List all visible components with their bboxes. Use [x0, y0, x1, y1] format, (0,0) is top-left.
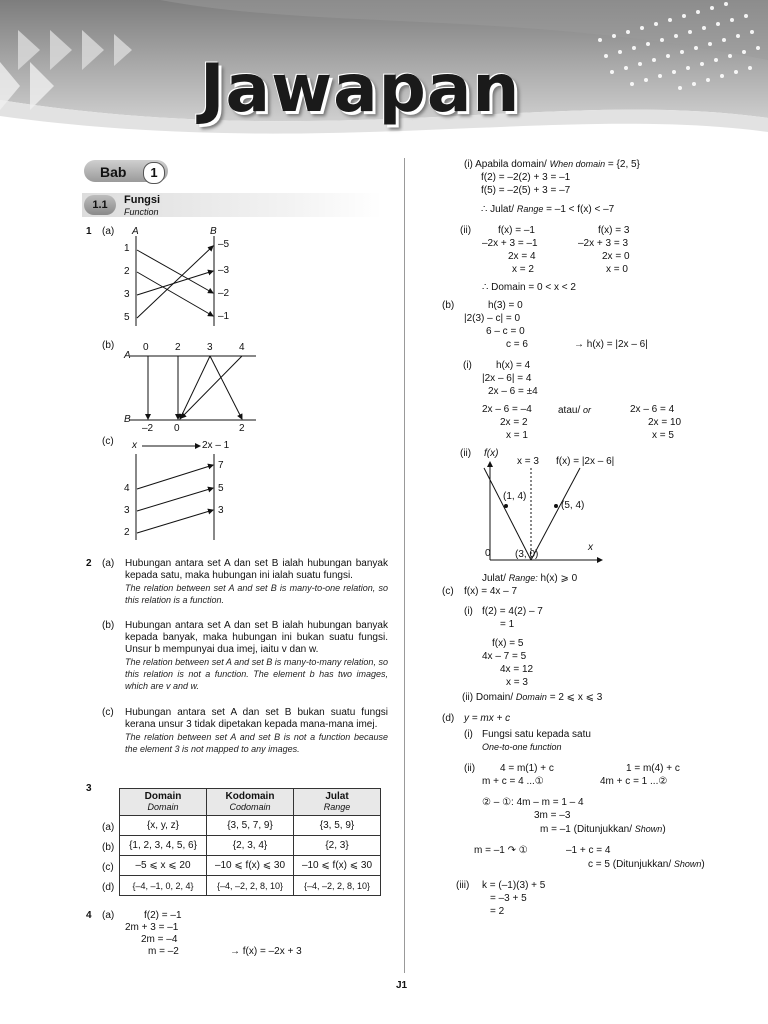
- r-i-step: f(2) = –2(2) + 3 = –1: [481, 172, 571, 183]
- page-number: J1: [396, 980, 408, 991]
- q4-step: 2m = –4: [141, 934, 178, 945]
- r-bi-step: x = 1: [506, 430, 528, 441]
- q1a-codomain-item: –2: [218, 288, 230, 299]
- r-b-label: (b): [442, 300, 455, 311]
- q3-row-label: (b): [102, 842, 115, 853]
- q1a-codomain-item: –5: [218, 239, 230, 250]
- r-dii-step: –1 + c = 4: [566, 845, 611, 856]
- q1b-arrow-diagram: [130, 350, 260, 425]
- q4-number: 4: [86, 910, 92, 921]
- q1a-codomain-item: –3: [218, 265, 230, 276]
- r-ii-step: –2x + 3 = 3: [578, 238, 629, 249]
- q1c-domain-item: 4: [124, 483, 130, 494]
- r-d-heading: y = mx + c: [464, 713, 511, 724]
- r-c-step: f(x) = 5: [492, 638, 524, 649]
- r-bi-label: (i): [463, 360, 472, 371]
- r-bii-label: (ii): [460, 448, 472, 459]
- r-bi-step: 2x = 2: [500, 417, 528, 428]
- r-ii-step: x = 0: [606, 264, 628, 275]
- cell-codomain: {3, 5, 7, 9}: [207, 816, 294, 836]
- r-diii-step: = 2: [490, 906, 505, 917]
- table-row: [120, 856, 381, 876]
- r-dii-step: m + c = 4 ...①: [482, 776, 544, 787]
- r-bi-step: |2x – 6| = 4: [482, 373, 532, 384]
- r-dii-step: 4m + c = 1 ...②: [600, 776, 668, 787]
- q1b-bottom-item: 0: [174, 423, 180, 434]
- r-c-step: = 1: [500, 619, 515, 630]
- q2b-text-ms: Hubungan antara set A dan set B ialah hubungan banyak kepada banyak, maka hubungan ini bukan suatu fungsi. Unsur b mempunyai dua imej, iaitu v dan w.: [125, 620, 388, 655]
- q1b-top-item: 4: [239, 342, 245, 353]
- q2c-answer: [125, 707, 388, 755]
- r-ii-step: f(x) = 3: [598, 225, 630, 236]
- section-title: Fungsi: [124, 194, 161, 206]
- q4-step: f(2) = –1: [144, 910, 182, 921]
- q2a-text-en: The relation between set A and set B is many-to-one relation, so this relation is a function.: [125, 583, 388, 605]
- r-diii-step: = –3 + 5: [490, 893, 527, 904]
- table-header-domain: Domain Domain: [120, 789, 207, 816]
- r-bi-step: 2x = 10: [648, 417, 682, 428]
- q2b-label: (b): [102, 620, 115, 631]
- q1c-domain-item: 2: [124, 527, 130, 538]
- r-b-step: |2(3) – c| = 0: [464, 313, 521, 324]
- r-bi-step: x = 5: [652, 430, 674, 441]
- q1c-codomain-item: 7: [218, 460, 224, 471]
- q2a-label: (a): [102, 558, 115, 569]
- q1a-set-a: A: [132, 226, 139, 237]
- q2-number: 2: [86, 558, 92, 569]
- r-c-step: 4x = 12: [500, 664, 534, 675]
- r-ii-step: 2x = 0: [602, 251, 630, 262]
- r-bi-step: 2x – 6 = –4: [482, 404, 532, 415]
- r-ii-step: f(x) = –1: [498, 225, 535, 236]
- r-b-step: 6 – c = 0: [486, 326, 525, 337]
- q1b-bottom-item: 2: [239, 423, 245, 434]
- r-diii-label: (iii): [456, 880, 470, 891]
- page-title: Jawapan: [200, 50, 521, 127]
- table-header-codomain: Kodomain Codomain: [207, 789, 294, 816]
- r-ci-label: (i): [464, 606, 473, 617]
- q2b-answer: [125, 620, 388, 692]
- r-dii-step: m = –1 ↷ ①: [474, 845, 528, 856]
- graph-line-label: x = 3: [517, 456, 539, 467]
- graph-y-axis-label: f(x): [484, 448, 499, 459]
- r-b-step: c = 6: [506, 339, 528, 350]
- r-ii-step: 2x = 4: [508, 251, 536, 262]
- q3-number: 3: [86, 783, 92, 794]
- table-row: [120, 836, 381, 856]
- r-i-range: ∴ Julat/ Range = –1 < f(x) < –7: [481, 204, 615, 215]
- q1a-domain-item: 2: [124, 266, 130, 277]
- r-i-heading: (i) Apabila domain/ When domain = {2, 5}: [464, 159, 640, 170]
- q1a-label: (a): [102, 226, 115, 237]
- cell-range: {3, 5, 9}: [294, 816, 381, 836]
- section-subtitle: Function: [124, 207, 159, 217]
- cell-codomain: {2, 3, 4}: [207, 836, 294, 856]
- q3-table: [119, 788, 381, 896]
- r-dii-step: ② – ①: 4m – m = 1 – 4: [482, 797, 584, 808]
- table-header-range: Julat Range: [294, 789, 381, 816]
- r-range: Julat/ Range: h(x) ⩾ 0: [482, 573, 578, 584]
- q4a-label: (a): [102, 910, 115, 921]
- cell-domain: {x, y, z}: [120, 816, 207, 836]
- chapter-number: 1: [143, 162, 165, 184]
- q1a-arrow-diagram: [120, 230, 230, 330]
- cell-codomain: –10 ⩽ f(x) ⩽ 30: [207, 856, 294, 876]
- q3-row-label: (d): [102, 882, 115, 893]
- graph-vertex-label: (3, 0): [515, 549, 539, 560]
- q1c-label: (c): [102, 436, 114, 447]
- cell-codomain: {–4, –2, 2, 8, 10}: [207, 876, 294, 896]
- q2c-text-ms: Hubungan antara set A dan set B bukan suatu fungsi kerana unsur 3 tidak dipetakan kepada mana-mana imej.: [125, 707, 388, 730]
- r-di-label: (i): [464, 729, 473, 740]
- q1b-bottom-item: –2: [142, 423, 154, 434]
- r-ii-domain: ∴ Domain = 0 < x < 2: [482, 282, 576, 293]
- table-row: [120, 816, 381, 836]
- graph-x-axis-label: x: [588, 542, 593, 553]
- q1b-top-item: 3: [207, 342, 213, 353]
- r-dii-step: 1 = m(4) + c: [626, 763, 680, 774]
- cell-range: –10 ⩽ f(x) ⩽ 30: [294, 856, 381, 876]
- r-dii-step: 3m = –3: [534, 810, 571, 821]
- r-b-step: h(3) = 0: [488, 300, 523, 311]
- header-banner: [0, 0, 768, 150]
- q2c-text-en: The relation between set A and set B is not a function because the element 3 is not mapped to any images.: [125, 732, 388, 754]
- r-dii-shown: c = 5 (Ditunjukkan/ Shown): [588, 859, 705, 870]
- q2c-label: (c): [102, 707, 114, 718]
- q1b-set-a: A: [124, 350, 131, 361]
- graph-point-label: (5, 4): [561, 500, 585, 511]
- r-di-text-en: One-to-one function: [482, 742, 562, 752]
- q2a-answer: [125, 558, 388, 606]
- cell-domain: –5 ⩽ x ⩽ 20: [120, 856, 207, 876]
- r-bi-or: atau/ or: [558, 405, 592, 416]
- section-number: 1.1: [84, 195, 116, 215]
- q3-row-label: (a): [102, 822, 115, 833]
- q1a-codomain-item: –1: [218, 311, 230, 322]
- r-d-label: (d): [442, 713, 455, 724]
- q1a-domain-item: 1: [124, 243, 130, 254]
- r-bi-step: 2x – 6 = ±4: [488, 386, 538, 397]
- cell-domain: {–4, –1, 0, 2, 4}: [120, 876, 207, 896]
- table-row: [120, 876, 381, 896]
- graph-origin-label: 0: [485, 548, 491, 559]
- r-c-step: f(2) = 4(2) – 7: [482, 606, 543, 617]
- q1c-x-label: x: [132, 440, 137, 451]
- q1c-fx-label: 2x – 1: [202, 440, 230, 451]
- r-c-heading: f(x) = 4x – 7: [464, 586, 518, 597]
- q1b-top-item: 0: [143, 342, 149, 353]
- q4-result: → f(x) = –2x + 3: [230, 946, 302, 957]
- cell-range: {2, 3}: [294, 836, 381, 856]
- r-bi-step: 2x – 6 = 4: [630, 404, 675, 415]
- q1c-domain-item: 3: [124, 505, 130, 516]
- r-ii-label: (ii): [460, 225, 472, 236]
- q4-step: m = –2: [148, 946, 179, 957]
- r-c-step: x = 3: [506, 677, 528, 688]
- cell-range: {–4, –2, 2, 8, 10}: [294, 876, 381, 896]
- r-diii-step: k = (–1)(3) + 5: [482, 880, 546, 891]
- table-header-row: [120, 789, 381, 816]
- chapter-label: Bab: [100, 164, 127, 180]
- r-b-result: → h(x) = |2x – 6|: [574, 339, 648, 350]
- cell-domain: {1, 2, 3, 4, 5, 6}: [120, 836, 207, 856]
- r-dii-shown: m = –1 (Ditunjukkan/ Shown): [540, 824, 666, 835]
- q1b-label: (b): [102, 340, 115, 351]
- q1b-set-b: B: [124, 414, 131, 425]
- r-c-step: 4x – 7 = 5: [482, 651, 527, 662]
- graph-function-label: f(x) = |2x – 6|: [556, 456, 615, 467]
- q2b-text-en: The relation between set A and set B is many-to-many relation, so this relation is not a function. The element b has two images, which are v and w.: [125, 657, 388, 691]
- q1c-codomain-item: 3: [218, 505, 224, 516]
- r-c-label: (c): [442, 586, 454, 597]
- column-divider: [404, 158, 405, 973]
- r-ii-step: x = 2: [512, 264, 534, 275]
- r-dii-label: (ii): [464, 763, 476, 774]
- q2a-text-ms: Hubungan antara set A dan set B ialah hubungan banyak kepada satu, maka hubungan ini ialah suatu fungsi.: [125, 558, 388, 581]
- r-bi-step: h(x) = 4: [496, 360, 531, 371]
- r-ii-step: –2x + 3 = –1: [482, 238, 538, 249]
- q1-number: 1: [86, 226, 92, 237]
- q1c-arrow-diagram: [120, 440, 230, 544]
- q1a-domain-item: 5: [124, 312, 130, 323]
- r-di-text: Fungsi satu kepada satu: [482, 729, 591, 740]
- q1b-top-item: 2: [175, 342, 181, 353]
- r-i-step: f(5) = –2(5) + 3 = –7: [481, 185, 571, 196]
- q3-row-label: (c): [102, 862, 114, 873]
- r-cii-domain: (ii) Domain/ Domain = 2 ⩽ x ⩽ 3: [462, 692, 603, 703]
- r-dii-step: 4 = m(1) + c: [500, 763, 554, 774]
- q1c-codomain-item: 5: [218, 483, 224, 494]
- q4-step: 2m + 3 = –1: [125, 922, 179, 933]
- q1a-domain-item: 3: [124, 289, 130, 300]
- graph-point-label: (1, 4): [503, 491, 527, 502]
- q1a-set-b: B: [210, 226, 217, 237]
